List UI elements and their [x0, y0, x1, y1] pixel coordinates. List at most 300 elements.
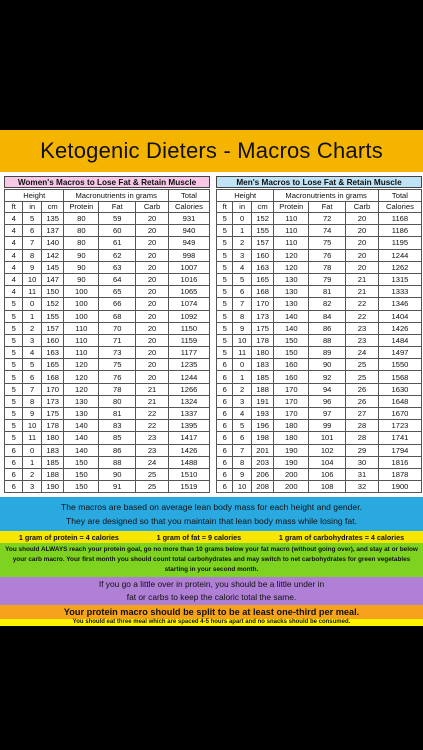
- fat-header: Fat: [99, 201, 136, 213]
- protein-cell: 160: [274, 359, 309, 371]
- protein-cell: 90: [64, 249, 99, 261]
- carb-cell: 20: [136, 213, 169, 225]
- calories-cell: 1648: [378, 395, 421, 407]
- calories-cell: 1244: [168, 371, 209, 383]
- cm-cell: 201: [251, 444, 274, 456]
- cm-cell: 147: [41, 273, 64, 285]
- cm-cell: 168: [251, 286, 274, 298]
- fat-cell: 66: [99, 298, 136, 310]
- carb-calorie-fact: 1 gram of carbohydrates = 4 calories: [278, 532, 405, 542]
- fat-cell: 86: [309, 322, 346, 334]
- fat-cell: 89: [309, 347, 346, 359]
- fat-cell: 63: [99, 261, 136, 273]
- ft-cell: 5: [5, 432, 23, 444]
- in-cell: 5: [23, 359, 41, 371]
- carb-cell: 20: [136, 261, 169, 273]
- table-row: [5, 237, 210, 249]
- table-row: [217, 225, 422, 237]
- calories-cell: 1630: [378, 383, 421, 395]
- table-row: [217, 371, 422, 383]
- ft-cell: 6: [5, 444, 23, 456]
- in-cell: 2: [23, 322, 41, 334]
- table-row: [217, 310, 422, 322]
- cm-cell: 208: [251, 481, 274, 493]
- calories-cell: 1510: [168, 468, 209, 480]
- in-cell: 3: [233, 395, 251, 407]
- cm-cell: 140: [41, 237, 64, 249]
- in-cell: 0: [233, 213, 251, 225]
- fat-cell: 88: [309, 334, 346, 346]
- fat-cell: 59: [99, 213, 136, 225]
- in-cell: 9: [23, 261, 41, 273]
- carb-cell: 20: [136, 359, 169, 371]
- protein-header: Protein: [274, 201, 309, 213]
- ft-cell: 6: [5, 468, 23, 480]
- carb-cell: 23: [136, 444, 169, 456]
- table-row: [217, 444, 422, 456]
- calories-cell: 1333: [378, 286, 421, 298]
- table-row: [217, 322, 422, 334]
- lean-mass-line-2: They are designed so that you maintain that lean body mass while losing fat.: [66, 516, 357, 526]
- calories-cell: 1074: [168, 298, 209, 310]
- carb-cell: 20: [136, 334, 169, 346]
- protein-cell: 110: [274, 213, 309, 225]
- cm-cell: 150: [41, 286, 64, 298]
- protein-cell: 190: [274, 444, 309, 456]
- cm-cell: 188: [251, 383, 274, 395]
- fat-cell: 92: [309, 371, 346, 383]
- table-row: [5, 444, 210, 456]
- table-row: [5, 261, 210, 273]
- in-cell: 5: [233, 273, 251, 285]
- protein-cell: 100: [64, 310, 99, 322]
- fat-cell: 81: [309, 286, 346, 298]
- protein-goal-note: You should ALWAYS reach your protein goal, go no more than 10 grams below your fat macro (without going over), and stay at or below your carb macro. Your first month you should count total carbohydrates and may switch to net carbohydrates for green vegetables starting in your second month.: [0, 543, 423, 577]
- calories-cell: 1794: [378, 444, 421, 456]
- fat-cell: 75: [309, 237, 346, 249]
- over-protein-note: [0, 577, 423, 605]
- cm-header: cm: [41, 201, 64, 213]
- protein-cell: 140: [274, 322, 309, 334]
- in-cell: 9: [233, 468, 251, 480]
- protein-cell: 150: [64, 456, 99, 468]
- height-header: Height: [217, 190, 274, 202]
- ft-cell: 5: [217, 261, 233, 273]
- in-cell: 4: [23, 347, 41, 359]
- protein-cell: 160: [274, 371, 309, 383]
- in-cell: 10: [23, 273, 41, 285]
- protein-cell: 120: [64, 359, 99, 371]
- table-row: [217, 347, 422, 359]
- fat-cell: 86: [99, 444, 136, 456]
- calories-cell: 1244: [378, 249, 421, 261]
- ft-cell: 5: [5, 334, 23, 346]
- carb-cell: 22: [136, 420, 169, 432]
- table-row: [5, 347, 210, 359]
- ft-cell: 5: [217, 347, 233, 359]
- protein-cell: 170: [274, 383, 309, 395]
- ft-cell: 5: [5, 322, 23, 334]
- ft-cell: 6: [217, 420, 233, 432]
- fat-cell: 73: [99, 347, 136, 359]
- cm-cell: 152: [251, 213, 274, 225]
- in-cell: 7: [23, 383, 41, 395]
- total-header: Total: [168, 190, 209, 202]
- in-cell: 3: [23, 334, 41, 346]
- ft-cell: 6: [217, 371, 233, 383]
- table-row: [5, 383, 210, 395]
- macros-header: Macronutrients in grams: [274, 190, 379, 202]
- table-row: [217, 334, 422, 346]
- cm-cell: 163: [41, 347, 64, 359]
- calories-cell: 1195: [378, 237, 421, 249]
- fat-cell: 83: [99, 420, 136, 432]
- protein-cell: 140: [64, 444, 99, 456]
- carb-cell: 25: [346, 359, 379, 371]
- table-row: [5, 334, 210, 346]
- calories-cell: 1016: [168, 273, 209, 285]
- in-cell: 4: [233, 261, 251, 273]
- carb-cell: 20: [136, 273, 169, 285]
- carb-cell: 20: [346, 261, 379, 273]
- carb-cell: 31: [346, 468, 379, 480]
- fat-cell: 90: [309, 359, 346, 371]
- protein-cell: 80: [64, 237, 99, 249]
- fat-cell: 75: [99, 359, 136, 371]
- calories-cell: 1065: [168, 286, 209, 298]
- ft-cell: 4: [5, 249, 23, 261]
- ft-cell: 6: [217, 481, 233, 493]
- ft-cell: 4: [5, 225, 23, 237]
- protein-cell: 140: [274, 310, 309, 322]
- carb-cell: 20: [346, 249, 379, 261]
- table-row: [217, 359, 422, 371]
- calories-cell: 1177: [168, 347, 209, 359]
- calories-cell: 1741: [378, 432, 421, 444]
- calories-header: Calories: [378, 201, 421, 213]
- cm-cell: 163: [251, 261, 274, 273]
- ft-cell: 4: [5, 261, 23, 273]
- fat-cell: 76: [99, 371, 136, 383]
- in-cell: 7: [233, 444, 251, 456]
- table-row: [5, 273, 210, 285]
- cm-cell: 180: [251, 347, 274, 359]
- protein-cell: 170: [274, 395, 309, 407]
- cm-cell: 178: [251, 334, 274, 346]
- calories-cell: 1670: [378, 408, 421, 420]
- table-row: [217, 432, 422, 444]
- table-row: [217, 420, 422, 432]
- ft-cell: 6: [5, 481, 23, 493]
- in-cell: 1: [23, 310, 41, 322]
- in-cell: 11: [23, 286, 41, 298]
- protein-cell: 90: [64, 273, 99, 285]
- women-panel: [4, 176, 210, 493]
- calories-cell: 1346: [378, 298, 421, 310]
- carb-cell: 20: [136, 286, 169, 298]
- fat-cell: 108: [309, 481, 346, 493]
- ft-cell: 5: [217, 273, 233, 285]
- protein-cell: 120: [64, 371, 99, 383]
- table-row: [5, 420, 210, 432]
- in-header: in: [23, 201, 41, 213]
- calories-cell: 1092: [168, 310, 209, 322]
- carb-cell: 25: [136, 468, 169, 480]
- calories-cell: 1262: [378, 261, 421, 273]
- carb-cell: 20: [136, 237, 169, 249]
- protein-cell: 80: [64, 225, 99, 237]
- fat-cell: 104: [309, 456, 346, 468]
- in-cell: 8: [23, 249, 41, 261]
- table-row: [5, 310, 210, 322]
- carb-cell: 20: [136, 298, 169, 310]
- protein-cell: 130: [274, 286, 309, 298]
- ft-cell: 6: [217, 408, 233, 420]
- ft-cell: 5: [5, 395, 23, 407]
- calories-cell: 1426: [378, 322, 421, 334]
- calories-cell: 1519: [168, 481, 209, 493]
- fat-cell: 101: [309, 432, 346, 444]
- protein-cell: 100: [64, 298, 99, 310]
- cm-cell: 175: [251, 322, 274, 334]
- cm-cell: 180: [41, 432, 64, 444]
- ft-cell: 4: [5, 213, 23, 225]
- protein-cell: 200: [274, 468, 309, 480]
- carb-cell: 22: [346, 298, 379, 310]
- lean-mass-note: [0, 497, 423, 531]
- carb-cell: 20: [136, 347, 169, 359]
- table-row: [217, 213, 422, 225]
- in-cell: 4: [233, 408, 251, 420]
- calories-cell: 1488: [168, 456, 209, 468]
- protein-cell: 120: [64, 383, 99, 395]
- carb-cell: 28: [346, 420, 379, 432]
- fat-cell: 96: [309, 395, 346, 407]
- carb-cell: 20: [136, 322, 169, 334]
- fat-cell: 91: [99, 481, 136, 493]
- carb-cell: 21: [136, 383, 169, 395]
- table-row: [217, 261, 422, 273]
- carb-cell: 26: [346, 383, 379, 395]
- calories-cell: 1497: [378, 347, 421, 359]
- in-cell: 11: [23, 432, 41, 444]
- in-cell: 10: [233, 481, 251, 493]
- cm-cell: 155: [251, 225, 274, 237]
- in-cell: 6: [23, 225, 41, 237]
- calories-cell: 1186: [378, 225, 421, 237]
- ft-cell: 5: [217, 225, 233, 237]
- calories-cell: 1417: [168, 432, 209, 444]
- macros-chart: [0, 130, 423, 626]
- ft-cell: 6: [217, 468, 233, 480]
- calories-cell: 1324: [168, 395, 209, 407]
- table-row: [5, 395, 210, 407]
- cm-cell: 135: [41, 213, 64, 225]
- cm-cell: 155: [41, 310, 64, 322]
- ft-cell: 4: [5, 273, 23, 285]
- men-panel-title: Men's Macros to Lose Fat & Retain Muscle: [216, 176, 422, 188]
- in-cell: 7: [233, 298, 251, 310]
- protein-cell: 150: [274, 347, 309, 359]
- carb-cell: 20: [136, 371, 169, 383]
- carb-cell: 24: [136, 456, 169, 468]
- carb-cell: 24: [346, 347, 379, 359]
- fat-cell: 61: [99, 237, 136, 249]
- table-row: [5, 249, 210, 261]
- in-cell: 3: [233, 249, 251, 261]
- ft-cell: 5: [5, 420, 23, 432]
- in-cell: 3: [23, 481, 41, 493]
- table-row: [5, 408, 210, 420]
- over-protein-line-1: If you go a little over in protein, you should be a little under in: [98, 579, 325, 589]
- ft-cell: 5: [217, 322, 233, 334]
- calories-cell: 998: [168, 249, 209, 261]
- table-row: [5, 286, 210, 298]
- cm-cell: 198: [251, 432, 274, 444]
- table-row: [5, 225, 210, 237]
- cm-cell: 170: [41, 383, 64, 395]
- carb-cell: 25: [136, 481, 169, 493]
- chart-title: Ketogenic Dieters - Macros Charts: [0, 130, 423, 172]
- fat-cell: 60: [99, 225, 136, 237]
- ft-cell: 5: [5, 383, 23, 395]
- calories-cell: 1159: [168, 334, 209, 346]
- protein-cell: 180: [274, 432, 309, 444]
- table-row: [217, 237, 422, 249]
- cm-cell: 196: [251, 420, 274, 432]
- protein-header: Protein: [64, 201, 99, 213]
- carb-cell: 21: [346, 286, 379, 298]
- protein-cell: 90: [64, 261, 99, 273]
- ft-cell: 6: [217, 432, 233, 444]
- ft-header: ft: [217, 201, 233, 213]
- ft-cell: 5: [5, 347, 23, 359]
- calories-cell: 1315: [378, 273, 421, 285]
- carb-cell: 20: [346, 225, 379, 237]
- women-table: [4, 189, 210, 493]
- carb-cell: 30: [346, 456, 379, 468]
- fat-cell: 79: [309, 273, 346, 285]
- fat-cell: 106: [309, 468, 346, 480]
- calories-cell: 940: [168, 225, 209, 237]
- ft-cell: 5: [5, 408, 23, 420]
- in-cell: 11: [233, 347, 251, 359]
- protein-cell: 110: [274, 225, 309, 237]
- protein-cell: 150: [64, 468, 99, 480]
- protein-cell: 110: [64, 322, 99, 334]
- ft-cell: 5: [5, 359, 23, 371]
- cm-cell: 160: [251, 249, 274, 261]
- ft-cell: 5: [5, 371, 23, 383]
- protein-cell: 140: [64, 432, 99, 444]
- protein-calorie-fact: 1 gram of protein = 4 calories: [18, 532, 119, 542]
- cm-cell: 183: [41, 444, 64, 456]
- fat-cell: 88: [99, 456, 136, 468]
- calories-cell: 949: [168, 237, 209, 249]
- cm-cell: 157: [41, 322, 64, 334]
- total-header: Total: [378, 190, 421, 202]
- women-table-body: [5, 213, 210, 493]
- cm-cell: 183: [251, 359, 274, 371]
- table-row: [5, 456, 210, 468]
- cm-cell: 170: [251, 298, 274, 310]
- calories-header: Calories: [168, 201, 209, 213]
- in-cell: 1: [233, 225, 251, 237]
- cm-cell: 173: [251, 310, 274, 322]
- in-cell: 0: [233, 359, 251, 371]
- carb-cell: 22: [346, 310, 379, 322]
- protein-cell: 180: [274, 420, 309, 432]
- cm-cell: 165: [251, 273, 274, 285]
- men-table: [216, 189, 422, 493]
- in-cell: 10: [233, 334, 251, 346]
- fat-cell: 78: [309, 261, 346, 273]
- protein-cell: 140: [64, 420, 99, 432]
- cm-cell: 152: [41, 298, 64, 310]
- table-row: [5, 213, 210, 225]
- in-cell: 5: [233, 420, 251, 432]
- fat-cell: 99: [309, 420, 346, 432]
- protein-cell: 120: [274, 249, 309, 261]
- calories-cell: 1816: [378, 456, 421, 468]
- calories-cell: 1168: [378, 213, 421, 225]
- carb-cell: 28: [346, 432, 379, 444]
- cm-cell: 165: [41, 359, 64, 371]
- protein-cell: 150: [274, 334, 309, 346]
- protein-cell: 150: [64, 481, 99, 493]
- fat-cell: 74: [309, 225, 346, 237]
- calories-cell: 1900: [378, 481, 421, 493]
- cm-cell: 142: [41, 249, 64, 261]
- ft-cell: 5: [217, 237, 233, 249]
- protein-cell: 170: [274, 408, 309, 420]
- in-cell: 1: [23, 456, 41, 468]
- ft-cell: 6: [217, 395, 233, 407]
- ft-cell: 6: [217, 456, 233, 468]
- fat-cell: 94: [309, 383, 346, 395]
- table-row: [217, 383, 422, 395]
- table-row: [217, 249, 422, 261]
- protein-cell: 110: [274, 237, 309, 249]
- table-row: [5, 468, 210, 480]
- fat-cell: 82: [309, 298, 346, 310]
- table-row: [217, 468, 422, 480]
- ft-cell: 5: [217, 249, 233, 261]
- fat-cell: 64: [99, 273, 136, 285]
- table-row: [217, 286, 422, 298]
- ft-cell: 5: [217, 213, 233, 225]
- ft-cell: 5: [5, 298, 23, 310]
- fat-cell: 97: [309, 408, 346, 420]
- in-cell: 2: [233, 237, 251, 249]
- cm-cell: 185: [251, 371, 274, 383]
- ft-cell: 4: [5, 286, 23, 298]
- carb-cell: 20: [136, 249, 169, 261]
- fat-cell: 90: [99, 468, 136, 480]
- ft-cell: 5: [217, 286, 233, 298]
- carb-header: Carb: [136, 201, 169, 213]
- fat-cell: 71: [99, 334, 136, 346]
- cm-cell: 206: [251, 468, 274, 480]
- cm-cell: 168: [41, 371, 64, 383]
- calories-cell: 931: [168, 213, 209, 225]
- ft-header: ft: [5, 201, 23, 213]
- in-cell: 9: [23, 408, 41, 420]
- protein-cell: 110: [64, 334, 99, 346]
- carb-header: Carb: [346, 201, 379, 213]
- in-cell: 7: [23, 237, 41, 249]
- ft-cell: 5: [217, 310, 233, 322]
